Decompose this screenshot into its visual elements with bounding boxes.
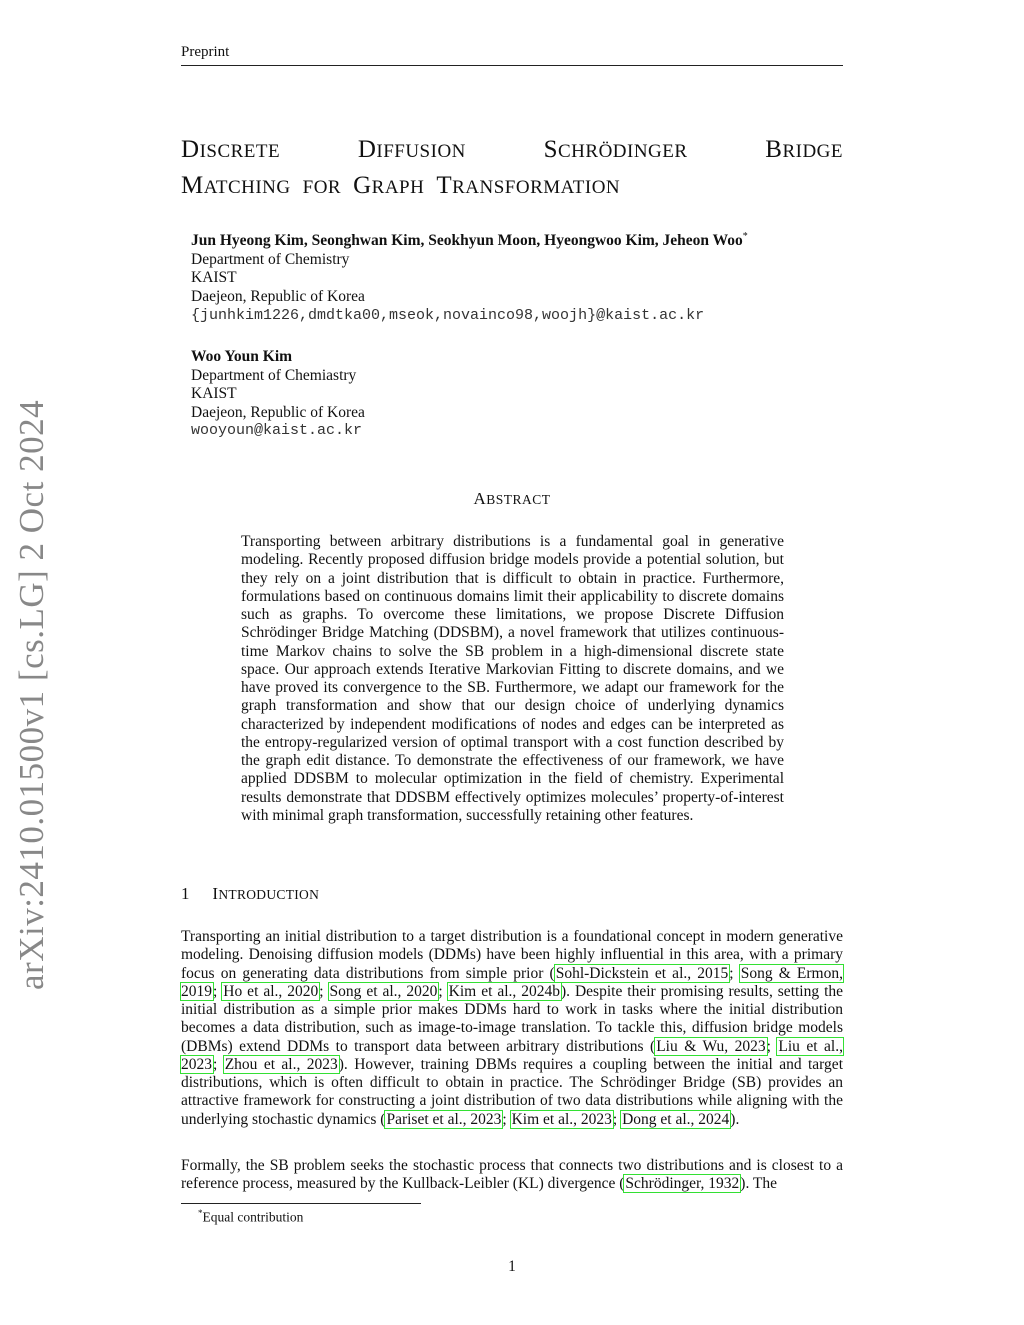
abstract-text: Transporting between arbitrary distributions is a fundamental goal in generative modeling. Recently proposed diffusion bridge models provide a potential solution, but they rely on a joint distribution that is difficult to obtain in practice. Furthermore, formulations based on continuous domains limit their applicability to discrete domains such as graphs. To overcome these limitations, we propose Discrete Diffusion Schrödinger Bridge Matching (DDSBM), a novel framework that utilizes continuous-time Markov chains to solve the SB problem in a high-dimensional discrete state space. Our approach extends Iterative Markovian Fitting to discrete domains, and we have proved its convergence to the SB. Furthermore, we adapt our framework for the graph transformation and show that our design choice of underlying dynamics characterized by independent modifications of nodes and edges can be interpreted as the entropy-regularized version of optimal transport with a cost function described by the graph edit distance. To demonstrate the effectiveness of our framework, we have applied DDSBM to molecular optimization in the field of chemistry. Experimental results demonstrate that DDSBM effectively optimizes molecules’ property-of-interest with minimal graph transformation, successfully retaining other features. (241, 533, 784, 824)
citation-link[interactable]: Song et al., 2020 (329, 982, 438, 1000)
author-institution: KAIST (191, 385, 237, 403)
citation-link[interactable]: Schrödinger, 1932 (625, 1175, 740, 1193)
citation-link[interactable]: Ho et al., 2020 (223, 982, 319, 1000)
title-word: SCHRÖDINGER (543, 136, 688, 163)
citation-link[interactable]: Kim et al., 2024b (448, 982, 560, 1000)
author-email[interactable]: {junhkim1226,dmdtka00,mseok,novainco98,woojh}@kaist.ac.kr (191, 306, 705, 324)
intro-paragraph-1: Transporting an initial distribution to a target distribution is a foundational concept in modern generative modeling. Denoising diffusion models (DDMs) have been highly influential in this area, with a primary focus on generating data distributions from simple prior (Sohl-Dickstein et al., 2015; Song & Ermon, 2019; Ho et al., 2020; Song et al., 2020; Kim et al., 2024b). Despite their promising results, setting the initial distribution as a simple prior makes DDMs hard to work in tasks where the initial distribution becomes a data distribution, such as image-to-image translation. To tackle this, diffusion bridge models (DBMs) extend DDMs to transport data between arbitrary distributions (Liu & Wu, 2023; Liu et al., 2023; Zhou et al., 2023). However, training DBMs requires a coupling between the initial and target distributions, which is often difficult to obtain in practice. The Schrödinger Bridge (SB) provides an attractive framework for constructing a joint distribution of two data distributions while aligning with the underlying stochastic dynamics (Pariset et al., 2023; Kim et al., 2023; Dong et al., 2024). (181, 928, 844, 1128)
author-email[interactable]: wooyoun@kaist.ac.kr (191, 422, 363, 440)
title-line-1 (181, 133, 843, 169)
title-word: DIFFUSION (357, 136, 466, 163)
intro-paragraph-2: Formally, the SB problem seeks the stochastic process that connects two distributions and is closest to a reference process, measured by the Kullback-Leibler (KL) divergence (Schrödinger, 1932). The (181, 1157, 843, 1193)
title-word: FOR (302, 177, 342, 198)
running-head: Preprint (181, 44, 230, 60)
citation-link[interactable]: Sohl-Dickstein et al., 2015 (555, 964, 729, 982)
title-word: MATCHING (181, 172, 291, 199)
title-word: DISCRETE (181, 136, 281, 163)
abstract-heading: ABSTRACT (473, 489, 551, 508)
author-block-2 (191, 348, 365, 441)
author-location: Daejeon, Republic of Korea (191, 287, 365, 305)
author-location: Daejeon, Republic of Korea (191, 403, 365, 421)
author-names: Jun Hyeong Kim, Seonghwan Kim, Seokhyun Moon, Hyeongwoo Kim, Jeheon Woo* (191, 231, 748, 250)
author-department: Department of Chemiastry (191, 366, 357, 384)
footnote-rule (181, 1203, 421, 1204)
author-department: Department of Chemistry (191, 250, 350, 268)
section-number: 1 (181, 884, 190, 903)
title-line-2 (181, 169, 843, 205)
page-number: 1 (508, 1258, 516, 1275)
title-word: TRANSFORMATION (436, 172, 621, 199)
header-rule (181, 65, 843, 66)
citation-link[interactable]: Pariset et al., 2023 (386, 1110, 502, 1128)
title-word: GRAPH (353, 172, 425, 199)
author-names: Woo Youn Kim (191, 348, 293, 365)
citation-link[interactable]: Zhou et al., 2023 (224, 1055, 338, 1073)
citation-link[interactable]: Song & Ermon, 2019 (181, 964, 843, 1000)
section-heading-introduction: 1 INTRODUCTION (181, 884, 320, 903)
arxiv-stamp: arXiv:2410.01500v1 [cs.LG] 2 Oct 2024 (12, 399, 51, 990)
paper-title (181, 133, 843, 205)
citation-link[interactable]: Dong et al., 2024 (622, 1110, 730, 1128)
author-institution: KAIST (191, 269, 237, 287)
author-block-1 (191, 228, 748, 325)
title-word: BRIDGE (765, 136, 843, 163)
citation-link[interactable]: Liu et al., 2023 (181, 1037, 843, 1073)
citation-link[interactable]: Liu & Wu, 2023 (656, 1037, 766, 1055)
citation-link[interactable]: Kim et al., 2023 (511, 1110, 612, 1128)
footnote: *Equal contribution (198, 1208, 304, 1225)
